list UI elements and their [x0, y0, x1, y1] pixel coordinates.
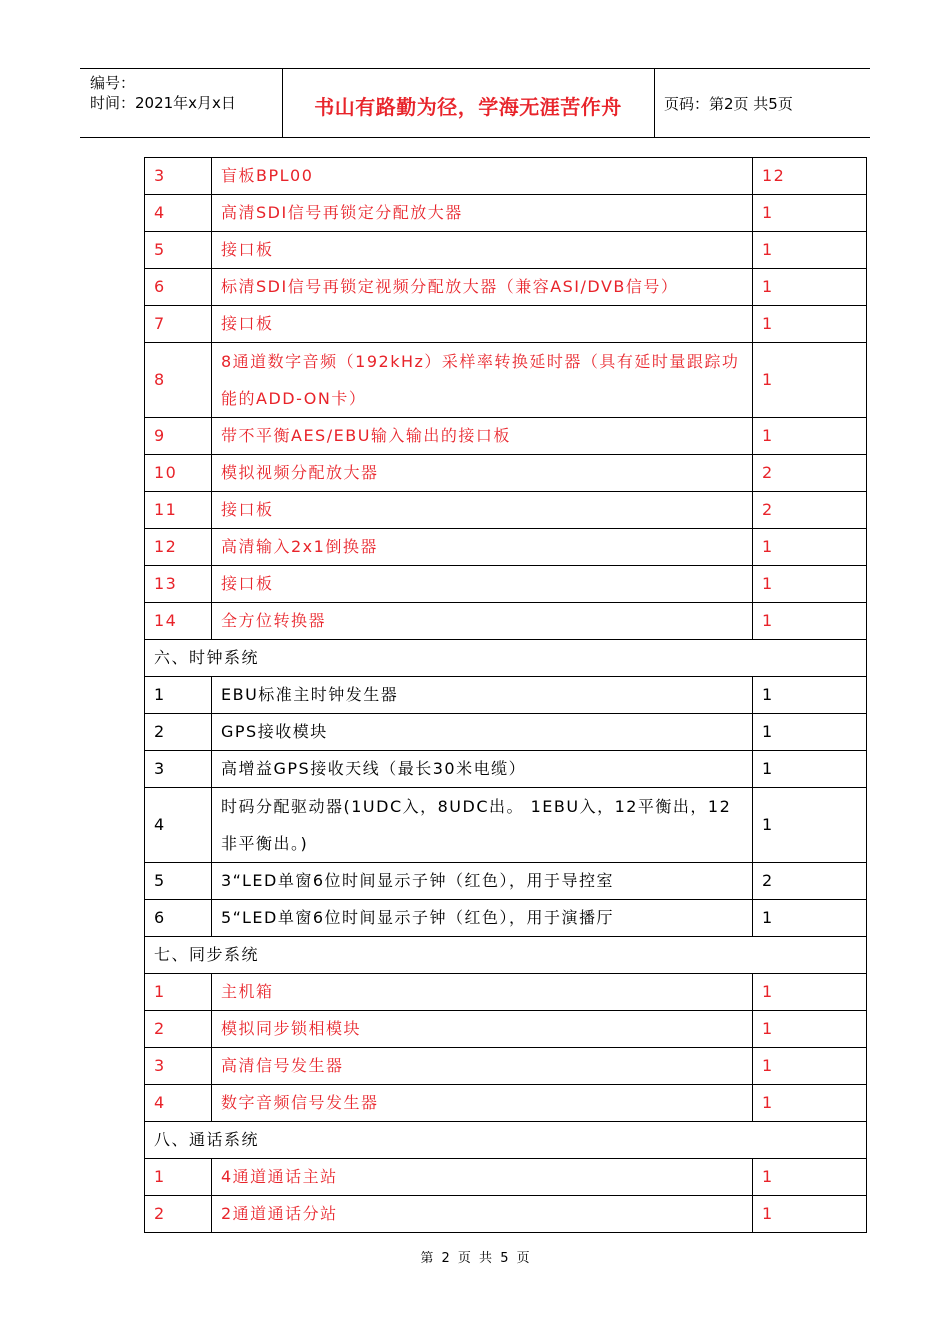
table-row	[145, 566, 867, 603]
table-row	[145, 1196, 867, 1233]
item-quantity: 1	[753, 269, 867, 306]
table-row	[145, 492, 867, 529]
row-number: 13	[145, 566, 212, 603]
row-number: 11	[145, 492, 212, 529]
item-name: 高清SDI信号再锁定分配放大器	[212, 195, 753, 232]
item-quantity: 1	[753, 418, 867, 455]
row-number: 3	[145, 1048, 212, 1085]
item-name: 接口板	[212, 232, 753, 269]
item-quantity: 12	[753, 158, 867, 195]
table-row	[145, 232, 867, 269]
item-name: 标清SDI信号再锁定视频分配放大器（兼容ASI/DVB信号）	[212, 269, 753, 306]
table-row	[145, 195, 867, 232]
item-quantity: 1	[753, 1196, 867, 1233]
section-row	[145, 640, 867, 677]
table-row	[145, 306, 867, 343]
item-quantity: 1	[753, 1011, 867, 1048]
item-name: 接口板	[212, 566, 753, 603]
item-name: GPS接收模块	[212, 714, 753, 751]
table-row	[145, 1048, 867, 1085]
item-quantity: 1	[753, 1048, 867, 1085]
item-name: 全方位转换器	[212, 603, 753, 640]
item-quantity: 1	[753, 1159, 867, 1196]
section-title: 八、通话系统	[145, 1122, 867, 1159]
section-row	[145, 937, 867, 974]
doc-time-label: 时间：2021年x月x日	[90, 94, 236, 112]
item-name: 2通道通话分站	[212, 1196, 753, 1233]
item-quantity: 1	[753, 232, 867, 269]
row-number: 3	[145, 158, 212, 195]
item-quantity: 1	[753, 603, 867, 640]
row-number: 1	[145, 677, 212, 714]
table-row	[145, 1085, 867, 1122]
item-quantity: 1	[753, 974, 867, 1011]
equipment-table	[144, 157, 867, 1233]
item-name: 带不平衡AES/EBU输入输出的接口板	[212, 418, 753, 455]
item-name: 高清输入2x1倒换器	[212, 529, 753, 566]
item-quantity: 1	[753, 195, 867, 232]
row-number: 14	[145, 603, 212, 640]
doc-code-label: 编号：	[90, 74, 136, 92]
table-row	[145, 343, 867, 418]
item-name: 主机箱	[212, 974, 753, 1011]
item-name: 模拟同步锁相模块	[212, 1011, 753, 1048]
section-title: 六、时钟系统	[145, 640, 867, 677]
item-quantity: 1	[753, 788, 867, 863]
table-row	[145, 158, 867, 195]
page-footer: 第 2 页 共 5 页	[420, 1251, 530, 1266]
header-motto-cell	[282, 69, 655, 137]
row-number: 4	[145, 195, 212, 232]
table-row	[145, 269, 867, 306]
table-row	[145, 714, 867, 751]
item-name: 高清信号发生器	[212, 1048, 753, 1085]
item-name: 模拟视频分配放大器	[212, 455, 753, 492]
row-number: 2	[145, 714, 212, 751]
table-row	[145, 677, 867, 714]
table-row	[145, 1011, 867, 1048]
item-quantity: 1	[753, 677, 867, 714]
header-motto: 书山有路勤为径，学海无涯苦作舟	[314, 95, 622, 119]
table-row	[145, 863, 867, 900]
row-number: 2	[145, 1011, 212, 1048]
item-name: 接口板	[212, 492, 753, 529]
equipment-table-body	[145, 158, 867, 1233]
header-meta-cell	[80, 69, 283, 137]
item-name: 5“LED单窗6位时间显示子钟（红色），用于演播厅	[212, 900, 753, 937]
row-number: 1	[145, 1159, 212, 1196]
item-name: 4通道通话主站	[212, 1159, 753, 1196]
table-row	[145, 788, 867, 863]
table-row	[145, 418, 867, 455]
item-quantity: 1	[753, 566, 867, 603]
section-row	[145, 1122, 867, 1159]
row-number: 10	[145, 455, 212, 492]
row-number: 12	[145, 529, 212, 566]
row-number: 4	[145, 788, 212, 863]
row-number: 7	[145, 306, 212, 343]
item-quantity: 1	[753, 900, 867, 937]
item-name: EBU标准主时钟发生器	[212, 677, 753, 714]
item-quantity: 1	[753, 751, 867, 788]
header-page-info: 页码：第2页 共5页	[664, 95, 793, 113]
item-quantity: 1	[753, 529, 867, 566]
item-name: 接口板	[212, 306, 753, 343]
table-row	[145, 603, 867, 640]
table-row	[145, 455, 867, 492]
row-number: 3	[145, 751, 212, 788]
table-row	[145, 1159, 867, 1196]
item-quantity: 1	[753, 306, 867, 343]
row-number: 5	[145, 232, 212, 269]
item-quantity: 2	[753, 492, 867, 529]
item-name: 时码分配驱动器(1UDC入，8UDC出。 1EBU入，12平衡出，12非平衡出。)	[212, 788, 753, 863]
item-name: 盲板BPL00	[212, 158, 753, 195]
page-header	[80, 68, 870, 138]
item-quantity: 2	[753, 863, 867, 900]
row-number: 8	[145, 343, 212, 418]
row-number: 6	[145, 269, 212, 306]
item-name: 8通道数字音频（192kHz）采样率转换延时器（具有延时量跟踪功能的ADD-ON卡）	[212, 343, 753, 418]
row-number: 2	[145, 1196, 212, 1233]
item-name: 3“LED单窗6位时间显示子钟（红色），用于导控室	[212, 863, 753, 900]
item-quantity: 1	[753, 714, 867, 751]
item-quantity: 1	[753, 1085, 867, 1122]
table-row	[145, 974, 867, 1011]
item-name: 数字音频信号发生器	[212, 1085, 753, 1122]
row-number: 9	[145, 418, 212, 455]
item-quantity: 1	[753, 343, 867, 418]
row-number: 5	[145, 863, 212, 900]
table-row	[145, 751, 867, 788]
item-quantity: 2	[753, 455, 867, 492]
row-number: 1	[145, 974, 212, 1011]
table-row	[145, 900, 867, 937]
row-number: 4	[145, 1085, 212, 1122]
section-title: 七、同步系统	[145, 937, 867, 974]
table-row	[145, 529, 867, 566]
row-number: 6	[145, 900, 212, 937]
item-name: 高增益GPS接收天线（最长30米电缆）	[212, 751, 753, 788]
